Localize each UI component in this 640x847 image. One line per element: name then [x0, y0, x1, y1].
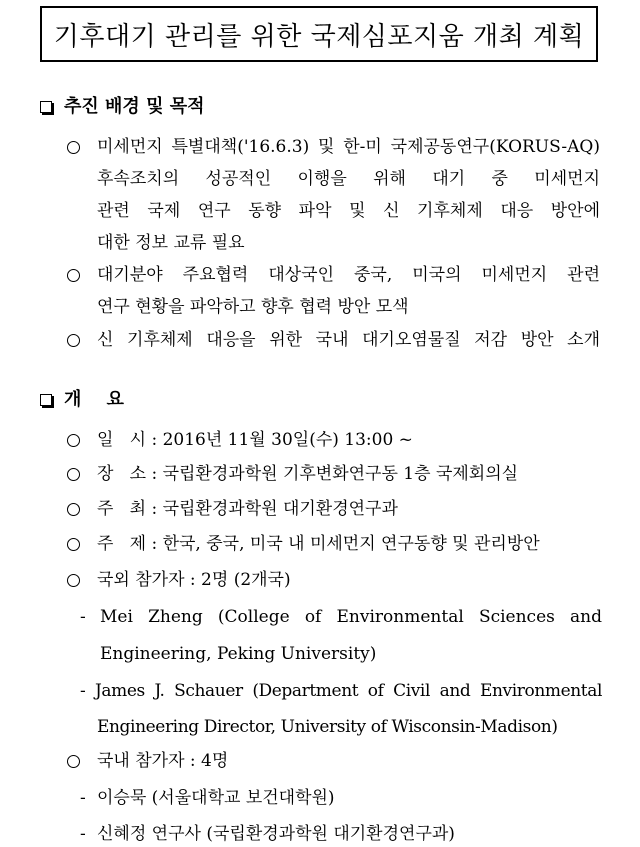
participant-line: Engineering, Peking University)	[100, 644, 377, 664]
square-bullet-icon	[40, 394, 52, 406]
section-heading-background	[40, 96, 205, 118]
dash-bullet: -	[80, 681, 86, 701]
participant-line: James J. Schauer (Department of Civil and Environmental	[95, 681, 602, 701]
paragraph-line: 관련 국제 연구 동향 파악 및 신 기후체제 대응 방안에	[97, 201, 600, 221]
dash-bullet: -	[80, 607, 86, 627]
document-title: 기후대기 관리를 위한 국제심포지움 개최 계획	[40, 6, 598, 62]
circle-bullet-icon	[67, 500, 80, 522]
dash-bullet: -	[80, 824, 86, 844]
dash-bullet: -	[80, 788, 86, 808]
circle-bullet-icon	[67, 752, 80, 774]
participant-line: 이승묵 (서울대학교 보건대학원)	[97, 788, 335, 808]
section-title: 추진 배경 및 목적	[64, 96, 205, 117]
overview-theme: 주 제 : 한국, 중국, 미국 내 미세먼지 연구동향 및 관리방안	[97, 534, 540, 554]
overview-host: 주 최 : 국립환경과학원 대기환경연구과	[97, 499, 398, 519]
participant-line: 신혜정 연구사 (국립환경과학원 대기환경연구과)	[97, 824, 455, 844]
paragraph-line: 후속조치의 성공적인 이행을 위해 대기 중 미세먼지	[97, 169, 600, 189]
circle-bullet-icon	[67, 465, 80, 487]
paragraph-line: 연구 현황을 파악하고 향후 협력 방안 모색	[97, 297, 409, 317]
paragraph-line: 미세먼지 특별대책('16.6.3) 및 한-미 국제공동연구(KORUS-AQ)	[97, 137, 600, 157]
circle-bullet-icon	[67, 138, 80, 160]
section-heading-overview	[40, 389, 124, 411]
participant-line: Engineering Director, University of Wisconsin-Madison)	[97, 717, 558, 737]
square-bullet-icon	[40, 101, 52, 113]
circle-bullet-icon	[67, 266, 80, 288]
overview-date: 일 시 : 2016년 11월 30일(수) 13:00 ~	[97, 430, 413, 450]
overview-venue: 장 소 : 국립환경과학원 기후변화연구동 1층 국제회의실	[97, 464, 519, 484]
circle-bullet-icon	[67, 535, 80, 557]
paragraph-line: 대기분야 주요협력 대상국인 중국, 미국의 미세먼지 관련	[97, 265, 600, 285]
circle-bullet-icon	[67, 331, 80, 353]
overview-domestic-participants: 국내 참가자 : 4명	[97, 751, 229, 771]
participant-line: Mei Zheng (College of Environmental Sciences and	[100, 607, 602, 627]
overview-foreign-participants: 국외 참가자 : 2명 (2개국)	[97, 570, 291, 590]
circle-bullet-icon	[67, 431, 80, 453]
paragraph-line: 대한 정보 교류 필요	[97, 233, 245, 253]
paragraph-line: 신 기후체제 대응을 위한 국내 대기오염물질 저감 방안 소개	[97, 330, 600, 350]
circle-bullet-icon	[67, 571, 80, 593]
section-title: 개 요	[64, 389, 124, 410]
